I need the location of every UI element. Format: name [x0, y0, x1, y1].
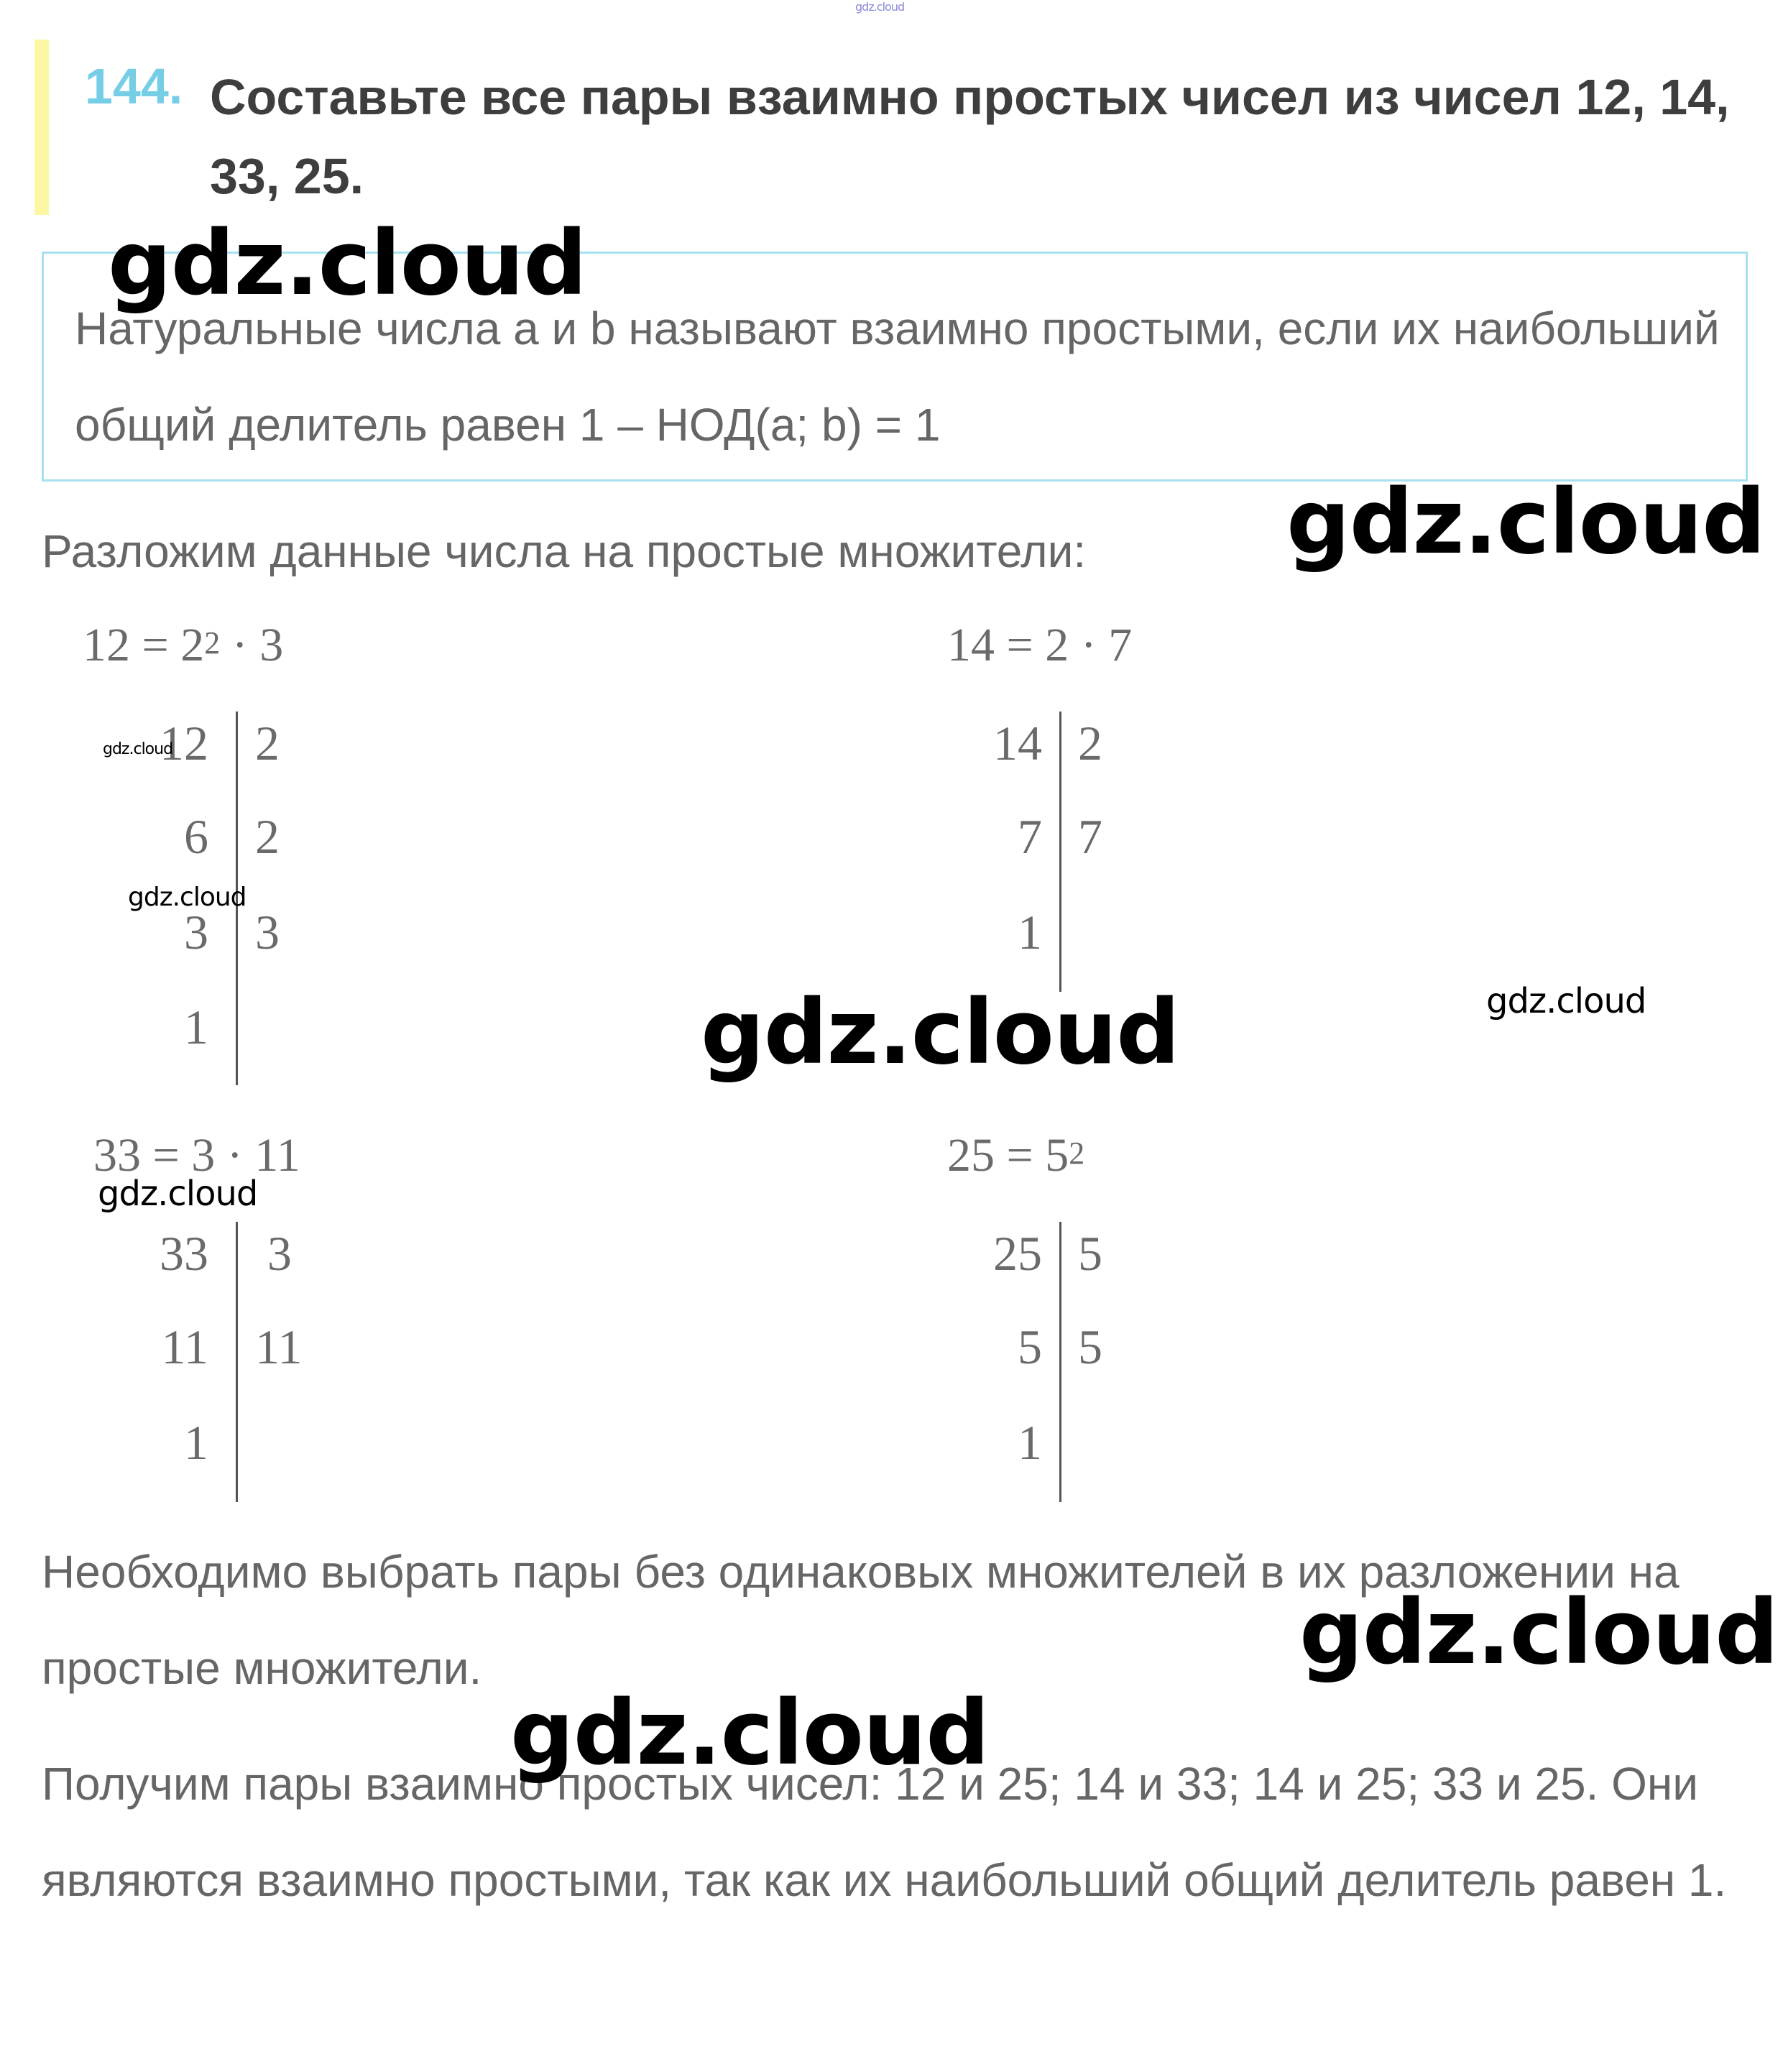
factor-divisor: 5 [1078, 1226, 1102, 1281]
factor-divisor: 11 [255, 1320, 303, 1374]
factor-divisor: 2 [255, 716, 280, 770]
factor-dividend: 12 [160, 716, 208, 770]
factorization-12-equation: $12 = 2^2 \cdot 3$ [83, 619, 284, 671]
factorization-33-equation: 33 = 3 · 11 [93, 1129, 300, 1182]
task-number: 144. [85, 58, 183, 114]
watermark: gdz.cloud [701, 981, 1180, 1085]
factor-dividend: 1 [1018, 905, 1042, 959]
factor-dividend: 1 [184, 1000, 208, 1054]
selection-paragraph: Необходимо выбрать пары без одинаковых множителей в их разложении на простые множители. [42, 1546, 1680, 1694]
watermark: gdz.cloud [1286, 471, 1766, 574]
factor-divisor: 7 [1078, 809, 1102, 864]
watermark: gdz.cloud [510, 1682, 990, 1785]
factor-dividend: 3 [184, 905, 208, 959]
factor-dividend: 25 [993, 1226, 1042, 1281]
watermark: gdz.cloud [108, 212, 587, 316]
factor-dividend: 33 [160, 1226, 208, 1281]
factorization-14-equation: 14 = 2 · 7 [947, 619, 1133, 671]
watermark: gdz.cloud [1299, 1581, 1779, 1685]
factor-divisor: 3 [267, 1226, 292, 1281]
definition-text: Натуральные числа a и b называют взаимно простыми, если их наибольший общий делитель равен 1 – НОД(a; b) = 1 [75, 303, 1720, 451]
factor-dividend: 1 [184, 1415, 208, 1470]
answer-paragraph: Получим пары взаимно простых чисел: 12 и 25; 14 и 33; 14 и 25; 33 и 25. Они являются взаимно простыми, так как их наибольший общий делитель равен 1. [42, 1758, 1727, 1906]
factor-dividend: 11 [161, 1320, 208, 1374]
factorization-25-equation: $25 = 5^2$ [947, 1129, 1085, 1182]
watermark: gdz.cloud [1486, 981, 1646, 1021]
factor-dividend: 7 [1018, 809, 1042, 864]
factor-dividend: 6 [184, 809, 208, 864]
watermark: gdz.cloud [98, 1174, 258, 1214]
factor-divider [1059, 1222, 1061, 1502]
task-text: Составьте все пары взаимно простых чисел из чисел 12, 14, 33, 25. [210, 69, 1730, 204]
factor-divider [236, 1222, 238, 1502]
task-accent-bar [34, 40, 49, 215]
factor-divisor: 5 [1078, 1320, 1102, 1374]
watermark: gdz.cloud [855, 0, 905, 14]
factor-divisor: 2 [255, 809, 280, 864]
factor-divisor: 2 [1078, 716, 1102, 770]
watermark: gdz.cloud [103, 740, 173, 758]
factor-dividend: 14 [993, 716, 1042, 770]
watermark: gdz.cloud [128, 883, 247, 912]
factor-dividend: 1 [1018, 1415, 1042, 1470]
intro-text: Разложим данные числа на простые множители: [42, 525, 1087, 577]
factor-divider [1059, 712, 1061, 992]
factor-divisor: 3 [255, 905, 280, 959]
factor-dividend: 5 [1018, 1320, 1042, 1374]
